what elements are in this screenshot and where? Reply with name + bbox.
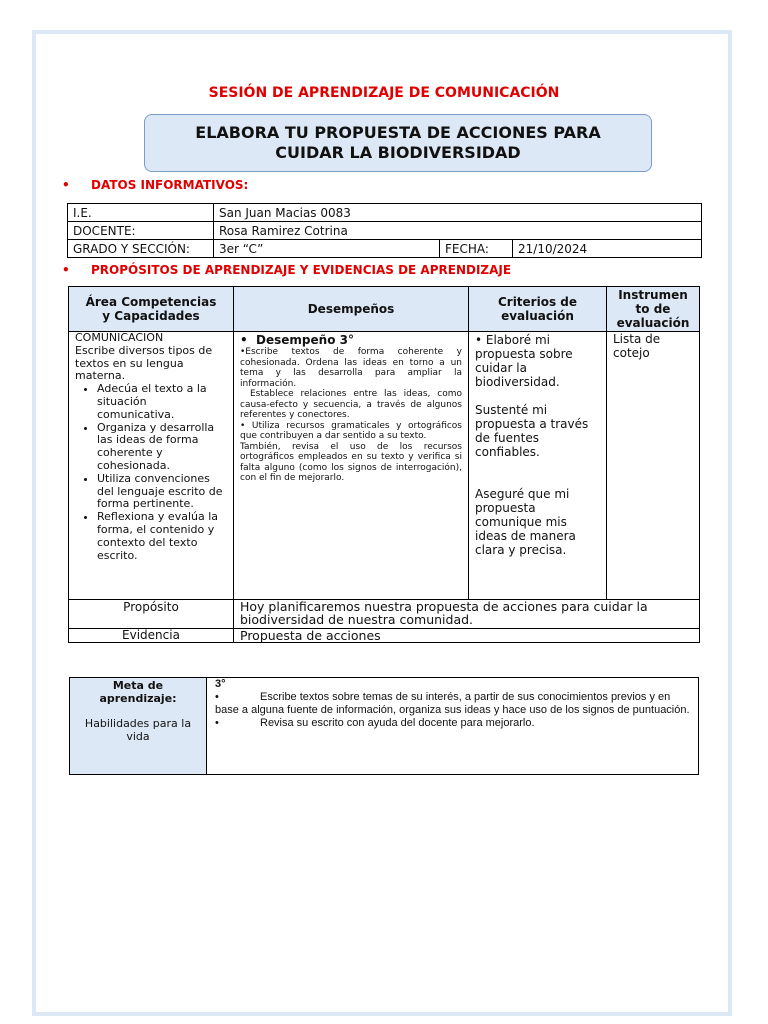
meta-item: [215, 717, 690, 730]
header-desempenos: Desempeños: [234, 287, 469, 332]
desempeno-heading: [240, 333, 462, 347]
table-header-row: [69, 287, 700, 332]
proposito-value: Hoy planificaremos nuestra propuesta de acciones para cuidar la biodiversidad de nuestra comunidad.: [234, 600, 700, 629]
desempeno-item: • Utiliza recursos gramaticales y ortográficos que contribuyen a dar sentido a su texto.: [240, 420, 462, 441]
meta-item-text: Escribe textos sobre temas de su interés, a partir de sus conocimientos previos y en base a alguna fuente de información, organiza sus ideas y hace uso de los signos de puntuación.: [215, 691, 690, 716]
ie-value: San Juan Macias 0083: [214, 204, 702, 222]
criterio-item: Aseguré que mi propuesta comunique mis ideas de manera clara y precisa.: [475, 487, 576, 557]
header-criterios-line-1: Criterios de: [497, 295, 578, 309]
header-instrumento: [607, 287, 700, 332]
table-row: [69, 600, 700, 629]
fecha-value: 21/10/2024: [513, 240, 702, 258]
desempeno-item: Establece relaciones entre las ideas, como causa-efecto y secuencia, a través de algunos referentes y conectores.: [240, 389, 462, 420]
page-title: SESIÓN DE APRENDIZAJE DE COMUNICACIÓN: [208, 85, 560, 101]
criterio-item: Sustenté mi propuesta a través de fuentes confiables.: [475, 403, 589, 459]
meta-content-cell: [207, 678, 699, 775]
table-row: [68, 222, 702, 240]
table-row: [70, 678, 699, 775]
ie-label: I.E.: [68, 204, 214, 222]
header-area-line-1: Área Competencias: [85, 295, 217, 309]
desempeno-cell: [234, 332, 469, 600]
area-competence: Escribe diversos tipos de textos en su lengua materna.: [75, 343, 213, 383]
proposito-label: Propósito: [69, 600, 234, 629]
meta-item: [215, 691, 690, 717]
bullet-icon: •: [215, 691, 219, 703]
session-title-banner: [144, 114, 652, 172]
bullet-icon: •: [240, 333, 248, 347]
habilidades-label: Habilidades para la vida: [84, 717, 192, 743]
meta-grade: 3°: [215, 678, 226, 690]
list-item: • Utiliza convenciones del lenguaje escrito de forma pertinente.: [97, 473, 227, 511]
instrumento-cell: Lista de cotejo: [607, 332, 700, 600]
meta-label-line-1: Meta de: [112, 679, 164, 692]
header-criterios-line-2: evaluación: [501, 309, 574, 323]
criterios-cell: [469, 332, 607, 600]
table-row: [68, 240, 702, 258]
learning-table: [68, 286, 700, 643]
propositos-heading-text: PROPÓSITOS DE APRENDIZAJE Y EVIDENCIAS DE APRENDIZAJE: [91, 263, 512, 277]
docente-value: Rosa Ramirez Cotrina: [214, 222, 702, 240]
list-item: • Adecúa el texto a la situación comunicativa.: [97, 383, 227, 421]
table-row: [69, 629, 700, 643]
banner-line-2: CUIDAR LA BIODIVERSIDAD: [275, 143, 521, 162]
meta-label-cell: [70, 678, 207, 775]
evidencia-label: Evidencia: [69, 629, 234, 643]
banner-line-1: ELABORA TU PROPUESTA DE ACCIONES PARA: [195, 123, 601, 142]
criterio-item: • Elaboré mi propuesta sobre cuidar la biodiversidad.: [475, 333, 573, 389]
fecha-label: FECHA:: [440, 240, 513, 258]
header-area: [69, 287, 234, 332]
desempeno-item: •Escribe textos de forma coherente y cohesionada. Ordena las ideas en torno a un tema y las desarrolla para ampliar la información.: [240, 347, 462, 389]
header-instr-line-3: evaluación: [616, 316, 690, 330]
header-criterios: [469, 287, 607, 332]
header-instr-line-1: Instrumen: [618, 288, 688, 302]
area-subject: COMUNICACION: [75, 331, 164, 344]
propositos-heading: [62, 263, 511, 277]
grado-value: 3er “C”: [214, 240, 440, 258]
area-cell: [69, 332, 234, 600]
list-item: • Organiza y desarrolla las ideas de forma coherente y cohesionada.: [97, 422, 227, 473]
list-item: • Reflexiona y evalúa la forma, el contenido y contexto del texto escrito.: [97, 511, 227, 562]
meta-label-line-2: aprendizaje:: [99, 692, 177, 705]
table-row: [68, 204, 702, 222]
grado-label: GRADO Y SECCIÓN:: [68, 240, 214, 258]
desempeno-heading-text: Desempeño 3°: [256, 333, 354, 347]
datos-heading-text: DATOS INFORMATIVOS:: [91, 178, 249, 192]
header-area-line-2: y Capacidades: [102, 309, 200, 323]
info-table: [67, 203, 702, 258]
meta-table: [69, 677, 699, 775]
bullet-icon: •: [62, 263, 70, 277]
datos-heading: [62, 178, 248, 192]
capacities-list: [75, 383, 227, 562]
evidencia-value: Propuesta de acciones: [234, 629, 700, 643]
bullet-icon: •: [62, 178, 70, 192]
desempeno-item: También, revisa el uso de los recursos ortográficos empleados en su texto y verifica si falta alguno (como los signos de interrogación), con el fin de mejorarlo.: [240, 441, 462, 483]
docente-label: DOCENTE:: [68, 222, 214, 240]
header-instr-line-2: to de: [635, 302, 671, 316]
meta-item-text: Revisa su escrito con ayuda del docente para mejorarlo.: [260, 717, 535, 729]
table-row: [69, 332, 700, 600]
bullet-icon: •: [215, 717, 219, 729]
